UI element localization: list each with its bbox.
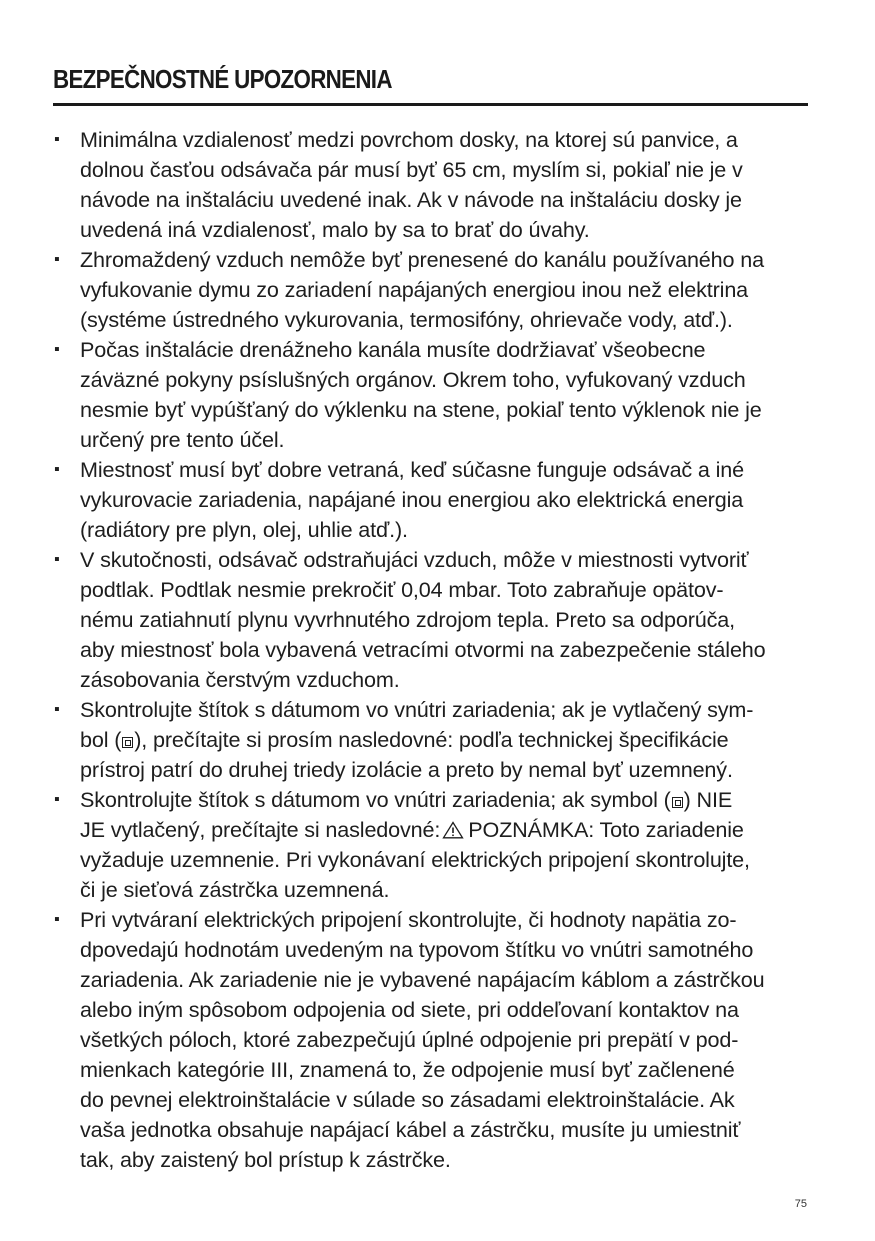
text-line: mienkach kategórie III, znamená to, že odpojenie musí byť začlenené [80, 1057, 735, 1082]
text-line: určený pre tento účel. [80, 427, 285, 452]
text-fragment: ) NIE [683, 787, 733, 812]
bullet-square-icon: ▪ [54, 461, 60, 478]
bullet-square-icon: ▪ [54, 251, 60, 268]
page-title: BEZPEČNOSTNÉ UPOZORNENIA [53, 64, 392, 94]
text-line: tak, aby zaistený bol prístup k zástrčke. [80, 1147, 451, 1172]
text-line: zariadenia. Ak zariadenie nie je vybavené napájacím káblom a zástrčkou [80, 967, 765, 992]
double-insulation-icon [672, 797, 683, 808]
list-item [54, 545, 809, 695]
text-line: aby miestnosť bola vybavená vetracími otvormi na zabezpečenie stáleho [80, 637, 766, 662]
text-line: (radiátory pre plyn, olej, uhlie atď.). [80, 517, 408, 542]
text-line: vyfukovanie dymu zo zariadení napájaných energiou inou než elektrina [80, 277, 749, 302]
text-line: Počas inštalácie drenážneho kanála musíte dodržiavať všeobecne [80, 337, 706, 362]
text-line: vykurovacie zariadenia, napájané inou energiou ako elektrická energia [80, 487, 744, 512]
text-line: (systéme ústredného vykurovania, termosifóny, ohrievače vody, atď.). [80, 307, 733, 332]
text-line: Zhromaždený vzduch nemôže byť prenesené do kanálu používaného na [80, 247, 764, 272]
text-line: uvedená iná vzdialenosť, malo by sa to brať do úvahy. [80, 217, 590, 242]
text-line: vyžaduje uzemnenie. Pri vykonávaní elektrických pripojení skontrolujte, [80, 847, 750, 872]
text-line: Minimálna vzdialenosť medzi povrchom dosky, na ktorej sú panvice, a [80, 127, 738, 152]
warning-triangle-icon [442, 821, 464, 839]
safety-warnings-list [54, 125, 809, 1175]
text-line: nému zatiahnutí plynu vyvrhnutého zdrojom tepla. Preto sa odporúča, [80, 607, 735, 632]
text-line: zásobovania čerstvým vzduchom. [80, 667, 400, 692]
text-line: všetkých póloch, ktoré zabezpečujú úplné odpojenie pri prepätí v pod- [80, 1027, 739, 1052]
text-line: podtlak. Podtlak nesmie prekročiť 0,04 mbar. Toto zabraňuje opätov- [80, 577, 724, 602]
text-line: Skontrolujte štítok s dátumom vo vnútri zariadenia; ak je vytlačený sym- [80, 697, 754, 722]
list-item [54, 905, 809, 1175]
text-fragment: bol ( [80, 727, 122, 752]
text-line [80, 815, 809, 845]
text-line: V skutočnosti, odsávač odstraňujáci vzduch, môže v miestnosti vytvoriť [80, 547, 749, 572]
text-line: dpovedajú hodnotám uvedeným na typovom štítku vo vnútri samotného [80, 937, 754, 962]
text-fragment: POZNÁMKA: Toto zariadenie [468, 817, 744, 842]
list-item [54, 785, 809, 905]
list-item [54, 125, 809, 245]
text-line: alebo iným spôsobom odpojenia od siete, pri oddeľovaní kontaktov na [80, 997, 739, 1022]
bullet-square-icon: ▪ [54, 791, 60, 808]
text-line: Pri vytváraní elektrických pripojení skontrolujte, či hodnoty napätia zo- [80, 907, 737, 932]
bullet-square-icon: ▪ [54, 131, 60, 148]
bullet-square-icon: ▪ [54, 341, 60, 358]
text-line: vaša jednotka obsahuje napájací kábel a zástrčku, musíte ju umiestniť [80, 1117, 741, 1142]
text-line: dolnou časťou odsávača pár musí byť 65 cm, myslím si, pokiaľ nie je v [80, 157, 743, 182]
text-line [80, 725, 809, 755]
list-item [54, 335, 809, 455]
list-item [54, 245, 809, 335]
bullet-square-icon: ▪ [54, 911, 60, 928]
text-fragment: ), prečítajte si prosím nasledovné: podľa technickej špecifikácie [134, 727, 729, 752]
text-line: záväzné pokyny psíslušných orgánov. Okrem toho, vyfukovaný vzduch [80, 367, 746, 392]
bullet-square-icon: ▪ [54, 701, 60, 718]
list-item [54, 695, 809, 785]
text-line: nesmie byť vypúšťaný do výklenku na stene, pokiaľ tento výklenok nie je [80, 397, 762, 422]
text-line: prístroj patrí do druhej triedy izolácie a preto by nemal byť uzemnený. [80, 757, 733, 782]
double-insulation-icon [122, 737, 133, 748]
text-line: do pevnej elektroinštalácie v súlade so zásadami elektroinštalácie. Ak [80, 1087, 735, 1112]
text-fragment: Skontrolujte štítok s dátumom vo vnútri zariadenia; ak symbol ( [80, 787, 671, 812]
text-line [80, 785, 809, 815]
text-fragment: JE vytlačený, prečítajte si nasledovné: [80, 817, 441, 842]
bullet-square-icon: ▪ [54, 551, 60, 568]
text-line: Miestnosť musí byť dobre vetraná, keď súčasne funguje odsávač a iné [80, 457, 745, 482]
page-number: 75 [794, 1198, 807, 1210]
text-line: návode na inštaláciu uvedené inak. Ak v návode na inštaláciu dosky je [80, 187, 742, 212]
title-underline [53, 103, 808, 106]
text-line: či je sieťová zástrčka uzemnená. [80, 877, 390, 902]
list-item [54, 455, 809, 545]
